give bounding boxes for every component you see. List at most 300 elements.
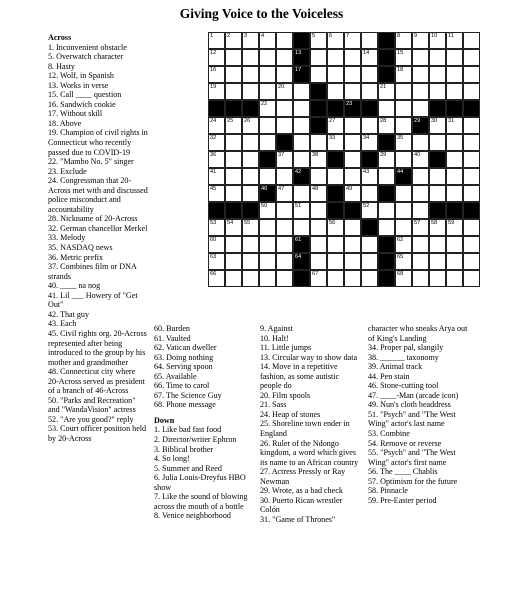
- grid-cell[interactable]: [310, 168, 327, 185]
- grid-cell[interactable]: [242, 185, 259, 202]
- grid-cell[interactable]: [361, 236, 378, 253]
- cell-number: 38: [312, 152, 319, 158]
- cell-number: 58: [431, 220, 438, 226]
- cell-number: 13: [295, 50, 302, 56]
- grid-cell[interactable]: [395, 253, 412, 270]
- grid-cell[interactable]: [344, 83, 361, 100]
- grid-cell[interactable]: [412, 185, 429, 202]
- grid-cell[interactable]: [327, 253, 344, 270]
- grid-cell[interactable]: [344, 219, 361, 236]
- grid-cell[interactable]: [395, 49, 412, 66]
- cell-number: 47: [278, 186, 285, 192]
- grid-cell[interactable]: [361, 134, 378, 151]
- grid-cell[interactable]: [429, 185, 446, 202]
- grid-cell[interactable]: [361, 185, 378, 202]
- clue-column-3: [260, 324, 360, 524]
- grid-cell-black: [293, 32, 310, 49]
- grid-cell[interactable]: [463, 168, 480, 185]
- across-clue: 35. NASDAQ news: [48, 243, 113, 253]
- grid-cell[interactable]: [361, 202, 378, 219]
- grid-cell-black: [378, 185, 395, 202]
- grid-cell-black: [429, 100, 446, 117]
- cell-number: 33: [329, 135, 336, 141]
- cell-number: 28: [380, 118, 387, 124]
- grid-cell[interactable]: [259, 202, 276, 219]
- grid-cell[interactable]: [259, 100, 276, 117]
- grid-cell[interactable]: [344, 151, 361, 168]
- grid-cell-black: [276, 134, 293, 151]
- cell-number: 56: [329, 220, 336, 226]
- grid-cell[interactable]: [327, 219, 344, 236]
- grid-cell[interactable]: [361, 49, 378, 66]
- down-clue: 49. Nun's cloth headdress: [368, 400, 451, 410]
- grid-cell[interactable]: [429, 134, 446, 151]
- down-clue: character who sneaks Arya out of King's Landing: [368, 324, 468, 343]
- grid-cell[interactable]: [429, 168, 446, 185]
- grid-cell[interactable]: [259, 253, 276, 270]
- grid-cell[interactable]: [446, 83, 463, 100]
- grid-cell[interactable]: [395, 236, 412, 253]
- grid-cell[interactable]: [225, 168, 242, 185]
- grid-cell[interactable]: [429, 236, 446, 253]
- grid-cell[interactable]: [463, 270, 480, 287]
- grid-cell[interactable]: [446, 219, 463, 236]
- across-clue: 52. "Are you good?" reply: [48, 414, 134, 424]
- cell-number: 57: [414, 220, 421, 226]
- grid-cell[interactable]: [378, 151, 395, 168]
- down-clue: 46. Stone-cutting tool: [368, 381, 439, 391]
- grid-cell-black: [361, 100, 378, 117]
- grid-cell[interactable]: [242, 270, 259, 287]
- grid-cell[interactable]: [276, 151, 293, 168]
- grid-cell-black: [208, 100, 225, 117]
- cell-number: 63: [210, 254, 217, 260]
- grid-cell[interactable]: [208, 83, 225, 100]
- grid-cell[interactable]: [259, 270, 276, 287]
- cell-number: 49: [346, 186, 353, 192]
- cell-number: 23: [346, 101, 353, 107]
- cell-number: 22: [261, 101, 268, 107]
- grid-cell[interactable]: [225, 66, 242, 83]
- across-clue: 45. Civil rights org. 20-Across represented after being introduced to the group by his mother and grandmother: [48, 328, 147, 367]
- grid-cell[interactable]: [412, 83, 429, 100]
- grid-cell[interactable]: [361, 253, 378, 270]
- grid-cell[interactable]: [225, 236, 242, 253]
- grid-cell[interactable]: [412, 134, 429, 151]
- grid-cell-black: [259, 185, 276, 202]
- grid-cell[interactable]: [208, 270, 225, 287]
- down-clue: 38. ______ taxonomy: [368, 352, 439, 362]
- across-clue: 66. Time to carol: [154, 381, 210, 391]
- grid-cell[interactable]: [446, 151, 463, 168]
- grid-cell[interactable]: [395, 117, 412, 134]
- grid-cell[interactable]: [395, 134, 412, 151]
- grid-cell[interactable]: [344, 134, 361, 151]
- cell-number: 66: [210, 271, 217, 277]
- grid-cell[interactable]: [395, 66, 412, 83]
- down-clue: 44. Pen stain: [368, 371, 410, 381]
- across-clue: 1. Inconvenient obstacle: [48, 42, 127, 52]
- grid-cell-black: [225, 100, 242, 117]
- grid-cell[interactable]: [463, 236, 480, 253]
- across-clue-list: [48, 43, 148, 444]
- grid-cell[interactable]: [225, 117, 242, 134]
- grid-cell-black: [361, 151, 378, 168]
- grid-cell[interactable]: [344, 253, 361, 270]
- grid-cell[interactable]: [429, 49, 446, 66]
- grid-cell-black: [378, 32, 395, 49]
- grid-cell[interactable]: [208, 66, 225, 83]
- across-clue: 65. Available: [154, 371, 197, 381]
- grid-cell[interactable]: [310, 32, 327, 49]
- down-clue: 5. Summer and Reed: [154, 463, 222, 473]
- across-clue: 16. Sandwich cookie: [48, 99, 116, 109]
- grid-cell[interactable]: [242, 83, 259, 100]
- grid-cell[interactable]: [242, 219, 259, 236]
- cell-number: 27: [329, 118, 336, 124]
- grid-cell[interactable]: [378, 83, 395, 100]
- down-clue-list-continued: [260, 324, 360, 524]
- grid-cell[interactable]: [276, 253, 293, 270]
- grid-cell[interactable]: [310, 270, 327, 287]
- grid-cell[interactable]: [293, 202, 310, 219]
- grid-cell[interactable]: [412, 32, 429, 49]
- grid-cell[interactable]: [259, 49, 276, 66]
- grid-cell[interactable]: [412, 270, 429, 287]
- across-clue: 41. Lil ___ Howery of "Get Out": [48, 290, 138, 310]
- grid-cell[interactable]: [276, 83, 293, 100]
- grid-cell[interactable]: [395, 100, 412, 117]
- grid-cell[interactable]: [361, 270, 378, 287]
- grid-cell[interactable]: [327, 32, 344, 49]
- grid-cell[interactable]: [276, 219, 293, 236]
- cell-number: 53: [210, 220, 217, 226]
- grid-cell-black: [412, 117, 429, 134]
- grid-cell[interactable]: [242, 134, 259, 151]
- grid-cell[interactable]: [327, 236, 344, 253]
- grid-cell[interactable]: [446, 168, 463, 185]
- grid-cell[interactable]: [327, 270, 344, 287]
- grid-cell[interactable]: [395, 270, 412, 287]
- grid-cell[interactable]: [395, 202, 412, 219]
- grid-cell[interactable]: [446, 66, 463, 83]
- grid-cell[interactable]: [395, 219, 412, 236]
- grid-cell[interactable]: [446, 134, 463, 151]
- grid-cell[interactable]: [293, 151, 310, 168]
- grid-cell[interactable]: [276, 32, 293, 49]
- grid-cell[interactable]: [310, 49, 327, 66]
- grid-cell[interactable]: [293, 219, 310, 236]
- grid-cell-black: [395, 168, 412, 185]
- cell-number: 29: [414, 118, 421, 124]
- grid-cell[interactable]: [327, 49, 344, 66]
- grid-cell[interactable]: [242, 49, 259, 66]
- grid-cell-black: [378, 270, 395, 287]
- grid-cell[interactable]: [310, 219, 327, 236]
- grid-cell[interactable]: [395, 32, 412, 49]
- grid-cell[interactable]: [378, 117, 395, 134]
- grid-cell[interactable]: [208, 219, 225, 236]
- grid-cell[interactable]: [259, 236, 276, 253]
- grid-cell[interactable]: [276, 49, 293, 66]
- down-clue: 9. Against: [260, 324, 293, 333]
- clue-column-1: [48, 33, 148, 444]
- grid-cell-black: [327, 100, 344, 117]
- down-clue: 20. Film spools: [260, 390, 311, 400]
- grid-cell[interactable]: [208, 151, 225, 168]
- grid-cell[interactable]: [208, 117, 225, 134]
- cell-number: 20: [278, 84, 285, 90]
- grid-cell-black: [242, 100, 259, 117]
- puzzle-title: Giving Voice to the Voiceless: [179, 6, 344, 21]
- grid-cell[interactable]: [429, 270, 446, 287]
- cell-number: 4: [261, 33, 265, 39]
- grid-cell[interactable]: [412, 151, 429, 168]
- cell-number: 59: [448, 220, 455, 226]
- grid-cell[interactable]: [327, 117, 344, 134]
- cell-number: 14: [363, 50, 370, 56]
- grid-cell[interactable]: [276, 202, 293, 219]
- grid-cell[interactable]: [344, 66, 361, 83]
- grid-cell[interactable]: [395, 151, 412, 168]
- across-clue: 5. Overwatch character: [48, 52, 124, 62]
- across-clue: 61. Vaulted: [154, 333, 191, 343]
- grid-cell[interactable]: [378, 219, 395, 236]
- grid-cell[interactable]: [208, 185, 225, 202]
- grid-cell[interactable]: [276, 185, 293, 202]
- grid-cell[interactable]: [412, 253, 429, 270]
- across-clue: 15. Call ____ question: [48, 90, 122, 100]
- grid-cell-black: [361, 219, 378, 236]
- grid-cell[interactable]: [429, 66, 446, 83]
- cell-number: 25: [227, 118, 234, 124]
- down-clue: 27. Actress Pressly or Ray Newman: [260, 467, 346, 486]
- grid-cell-black: [293, 236, 310, 253]
- grid-cell[interactable]: [259, 66, 276, 83]
- grid-cell[interactable]: [412, 202, 429, 219]
- grid-cell[interactable]: [463, 253, 480, 270]
- cell-number: 42: [295, 169, 302, 175]
- grid-cell[interactable]: [412, 100, 429, 117]
- grid-cell[interactable]: [293, 83, 310, 100]
- grid-cell[interactable]: [310, 202, 327, 219]
- cell-number: 19: [210, 84, 217, 90]
- down-clue: 14. Move in a repetitive fashion, as some autistic people do: [260, 362, 340, 391]
- grid-cell[interactable]: [463, 83, 480, 100]
- grid-cell[interactable]: [293, 100, 310, 117]
- down-clue: 2. Director/writer Ephron: [154, 435, 237, 445]
- grid-cell[interactable]: [446, 49, 463, 66]
- grid-cell[interactable]: [225, 134, 242, 151]
- grid-cell[interactable]: [463, 151, 480, 168]
- grid-cell[interactable]: [412, 236, 429, 253]
- grid-cell[interactable]: [463, 66, 480, 83]
- grid-cell[interactable]: [225, 185, 242, 202]
- grid-cell[interactable]: [242, 117, 259, 134]
- grid-cell-black: [378, 66, 395, 83]
- grid-cell[interactable]: [208, 134, 225, 151]
- clue-column-4: [368, 324, 470, 505]
- grid-cell[interactable]: [208, 236, 225, 253]
- grid-cell[interactable]: [463, 219, 480, 236]
- grid-cell[interactable]: [463, 185, 480, 202]
- across-header: Across: [48, 33, 72, 42]
- grid-cell[interactable]: [259, 219, 276, 236]
- grid-cell[interactable]: [225, 219, 242, 236]
- across-clue: 42. That guy: [48, 309, 89, 319]
- grid-cell[interactable]: [208, 32, 225, 49]
- grid-cell[interactable]: [395, 83, 412, 100]
- down-clue: 51. "Psych" and "The West Wing" actor's last name: [368, 409, 456, 429]
- grid-cell[interactable]: [429, 253, 446, 270]
- grid-cell[interactable]: [463, 49, 480, 66]
- grid-cell[interactable]: [242, 168, 259, 185]
- grid-cell[interactable]: [446, 253, 463, 270]
- grid-cell[interactable]: [344, 270, 361, 287]
- cell-number: 46: [261, 186, 268, 192]
- across-clue: 19. Champion of civil rights in Connecticut who recently passed due to COVID-19: [48, 128, 148, 157]
- down-clue-list: [154, 425, 252, 520]
- down-clue: 26. Ruler of the Ndongo kingdom, a word which gives its name to an African country: [260, 438, 359, 467]
- grid-cell[interactable]: [208, 168, 225, 185]
- grid-cell[interactable]: [276, 66, 293, 83]
- cell-number: 30: [431, 118, 438, 124]
- grid-cell[interactable]: [412, 49, 429, 66]
- grid-cell-black: [327, 151, 344, 168]
- grid-cell[interactable]: [344, 185, 361, 202]
- grid-cell[interactable]: [225, 253, 242, 270]
- grid-cell[interactable]: [276, 117, 293, 134]
- grid-cell[interactable]: [242, 151, 259, 168]
- grid-cell[interactable]: [259, 134, 276, 151]
- grid-cell[interactable]: [429, 219, 446, 236]
- grid-cell-black: [293, 253, 310, 270]
- cell-number: 31: [448, 118, 455, 124]
- cell-number: 7: [346, 33, 350, 39]
- grid-cell[interactable]: [429, 32, 446, 49]
- grid-cell[interactable]: [327, 83, 344, 100]
- grid-cell[interactable]: [259, 83, 276, 100]
- grid-cell[interactable]: [310, 185, 327, 202]
- grid-cell[interactable]: [463, 134, 480, 151]
- grid-cell[interactable]: [225, 49, 242, 66]
- cell-number: 17: [295, 67, 302, 73]
- grid-cell[interactable]: [446, 185, 463, 202]
- grid-cell[interactable]: [310, 236, 327, 253]
- down-clue: 56. The ____ Chablis: [368, 467, 438, 477]
- grid-cell[interactable]: [242, 32, 259, 49]
- grid-cell[interactable]: [344, 236, 361, 253]
- grid-cell[interactable]: [327, 168, 344, 185]
- grid-cell[interactable]: [225, 83, 242, 100]
- grid-cell[interactable]: [276, 236, 293, 253]
- cell-number: 10: [431, 33, 438, 39]
- grid-cell[interactable]: [327, 134, 344, 151]
- grid-cell[interactable]: [276, 100, 293, 117]
- grid-cell[interactable]: [412, 219, 429, 236]
- cell-number: 68: [397, 271, 404, 277]
- grid-cell[interactable]: [446, 117, 463, 134]
- cell-number: 5: [312, 33, 316, 39]
- grid-cell[interactable]: [344, 32, 361, 49]
- grid-cell[interactable]: [429, 117, 446, 134]
- down-clue: 31. "Game of Thrones": [260, 514, 336, 524]
- grid-cell[interactable]: [293, 185, 310, 202]
- grid-cell-black: [208, 202, 225, 219]
- grid-cell[interactable]: [378, 202, 395, 219]
- grid-cell[interactable]: [344, 168, 361, 185]
- grid-cell[interactable]: [242, 253, 259, 270]
- across-clue: 8. Hasty: [48, 61, 75, 71]
- cell-number: 16: [210, 67, 217, 73]
- cell-number: 44: [397, 169, 404, 175]
- grid-cell[interactable]: [446, 270, 463, 287]
- grid-cell-black: [327, 202, 344, 219]
- grid-cell[interactable]: [293, 134, 310, 151]
- across-clue: 62. Vatican dweller: [154, 343, 217, 353]
- cell-number: 52: [363, 203, 370, 209]
- grid-cell[interactable]: [463, 117, 480, 134]
- grid-cell[interactable]: [378, 100, 395, 117]
- down-clue: 29. Wrote, as a bad check: [260, 486, 343, 496]
- grid-cell[interactable]: [208, 253, 225, 270]
- grid-cell[interactable]: [446, 236, 463, 253]
- cell-number: 21: [380, 84, 387, 90]
- grid-cell[interactable]: [429, 83, 446, 100]
- grid-cell-black: [429, 151, 446, 168]
- across-clue: 18. Above: [48, 118, 82, 128]
- grid-cell[interactable]: [327, 66, 344, 83]
- grid-cell[interactable]: [259, 168, 276, 185]
- grid-cell[interactable]: [276, 270, 293, 287]
- grid-cell[interactable]: [395, 185, 412, 202]
- grid-cell[interactable]: [293, 117, 310, 134]
- grid-cell[interactable]: [344, 49, 361, 66]
- grid-cell[interactable]: [310, 134, 327, 151]
- grid-cell[interactable]: [412, 168, 429, 185]
- grid-cell-black: [310, 100, 327, 117]
- grid-cell[interactable]: [225, 151, 242, 168]
- grid-cell[interactable]: [412, 66, 429, 83]
- grid-cell[interactable]: [242, 66, 259, 83]
- grid-cell[interactable]: [463, 32, 480, 49]
- grid-cell[interactable]: [276, 168, 293, 185]
- grid-cell[interactable]: [225, 270, 242, 287]
- grid-cell[interactable]: [361, 66, 378, 83]
- grid-cell[interactable]: [344, 117, 361, 134]
- grid-cell[interactable]: [225, 32, 242, 49]
- grid-cell-black: [463, 100, 480, 117]
- grid-cell[interactable]: [361, 32, 378, 49]
- grid-cell[interactable]: [361, 83, 378, 100]
- grid-cell[interactable]: [361, 117, 378, 134]
- across-clue: 37. Combines film or DNA strands: [48, 262, 137, 281]
- cell-number: 39: [380, 152, 387, 158]
- grid-cell[interactable]: [310, 253, 327, 270]
- grid-cell[interactable]: [361, 168, 378, 185]
- grid-cell-black: [378, 253, 395, 270]
- grid-cell-black: [242, 202, 259, 219]
- cell-number: 40: [414, 152, 421, 158]
- grid-cell[interactable]: [208, 49, 225, 66]
- grid-cell[interactable]: [259, 117, 276, 134]
- grid-cell[interactable]: [446, 32, 463, 49]
- grid-cell[interactable]: [242, 236, 259, 253]
- grid-cell[interactable]: [378, 168, 395, 185]
- grid-cell[interactable]: [259, 32, 276, 49]
- grid-cell[interactable]: [310, 66, 327, 83]
- grid-cell[interactable]: [310, 151, 327, 168]
